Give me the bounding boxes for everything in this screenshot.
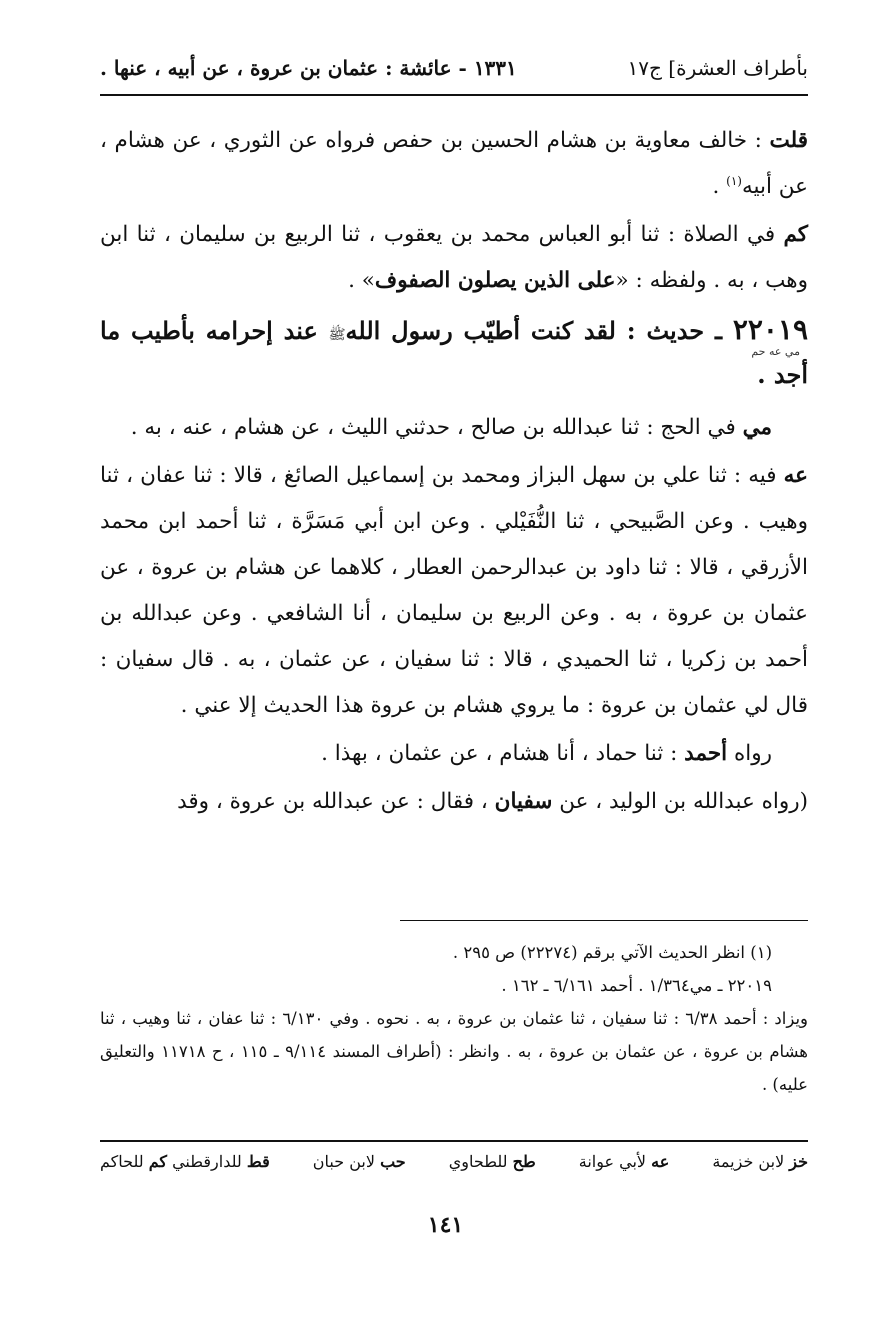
header-title: ١٣٣١ - عائشة : عثمان بن عروة ، عن أبيه ، عنها . [100, 56, 517, 80]
abbr-mi: مي [742, 415, 772, 440]
footnotes [100, 936, 808, 1101]
abbr-qult: قلت [769, 128, 808, 153]
abbr-ah: عه [783, 463, 808, 488]
abbr-ahmad: أحمد [684, 741, 728, 766]
paragraph-ahmad: رواه أحمد : ثنا حماد ، أنا هشام ، عن عثمان ، بهذا . [321, 741, 772, 766]
hadith-number: ٢٢٠١٩ [732, 313, 809, 346]
legend-item: حب لابن حبان [312, 1152, 406, 1171]
paragraph-qult: قلت : خالف معاوية بن هشام الحسين بن حفص فرواه عن الثوري ، عن هشام ، عن أبيه$^{(١)}$ . [100, 128, 808, 199]
legend-rule [100, 1140, 808, 1142]
footnote-rule [400, 920, 808, 921]
running-header [100, 48, 808, 88]
paragraph-abdullah: (رواه عبدالله بن الوليد ، عن سفيان ، فقال : عن عبدالله بن عروة ، وقد [177, 789, 808, 814]
footnote-3: ويزاد : أحمد ٦/٣٨ : ثنا سفيان ، ثنا عثمان بن عروة ، به . نحوه . وفي ٦/١٣٠ : ثنا عفان ، ثنا وهيب ، ثنا هشام بن عروة ، عن عثمان بن عروة ، به . وانظر : (أطراف المسند ٩/١١٤ ـ ١١٥ ، ح ١١٧١٨ والتعليق عليه) . [100, 1009, 809, 1094]
main-text [100, 118, 808, 827]
hadith-heading: ٢٢٠١٩ ـ حديث : لقد كنت أطيّب رسول اللهﷺ عند إحرامه بأطيب ما أجد . مي عه حم [100, 313, 809, 389]
paragraph-darimi: مي في الحج : ثنا عبدالله بن صالح ، حدثني الليث ، عن هشام ، عنه ، به . [130, 415, 772, 440]
legend-item: عه لأبي عوانة [578, 1152, 670, 1171]
footnote-ref[interactable]: (١) [726, 173, 742, 188]
legend-item: قط للدارقطني كم للحاكم [100, 1152, 270, 1171]
paragraph-hakim: كم في الصلاة : ثنا أبو العباس محمد بن يعقوب ، ثنا الربيع بن سليمان ، ثنا ابن وهب ، به . ولفظه : «على الذين يصلون الصفوف» . [100, 222, 808, 293]
legend-item: خز لابن خزيمة [712, 1152, 808, 1171]
page-number: ١٤١ [427, 1212, 464, 1238]
hadith-sources: مي عه حم [751, 345, 800, 358]
footnote-1: (١) انظر الحديث الآتي برقم (٢٢٢٧٤) ص ٢٩٥ . [452, 943, 772, 962]
paragraph-abu-awana: عه فيه : ثنا علي بن سهل البزاز ومحمد بن إسماعيل الصائغ ، قالا : ثنا عفان ، ثنا وهيب . وعن الصَّبيحي ، ثنا النُّفَيْلي . وعن ابن أبي مَسَرَّة ، ثنا أحمد ابن محمد الأزرقي ، قالا : ثنا داود بن عبدالرحمن العطار ، كلاهما عن هشام بن عروة ، عن عثمان بن عروة ، به . وعن الربيع بن سليمان ، أنا الشافعي . وعن عبدالله بن أحمد بن زكريا ، ثنا الحميدي ، قالا : ثنا سفيان ، عن عثمان ، به . قال سفيان : قال لي عثمان بن عروة : ما يروي هشام بن عروة هذا الحديث إلا عني . [100, 463, 808, 718]
footnote-2: ٢٢٠١٩ ـ مي١/٣٦٤ . أحمد ٦/١٦١ ـ ١٦٢ . [501, 976, 772, 995]
header-rule [100, 94, 808, 96]
abbreviation-legend [100, 1152, 808, 1171]
salawat-glyph: ﷺ [328, 327, 346, 343]
abbr-kam: كم [783, 222, 808, 247]
header-book-ref: بأطراف العشرة] ج١٧ [627, 56, 808, 80]
legend-item: طح للطحاوي [448, 1152, 536, 1171]
